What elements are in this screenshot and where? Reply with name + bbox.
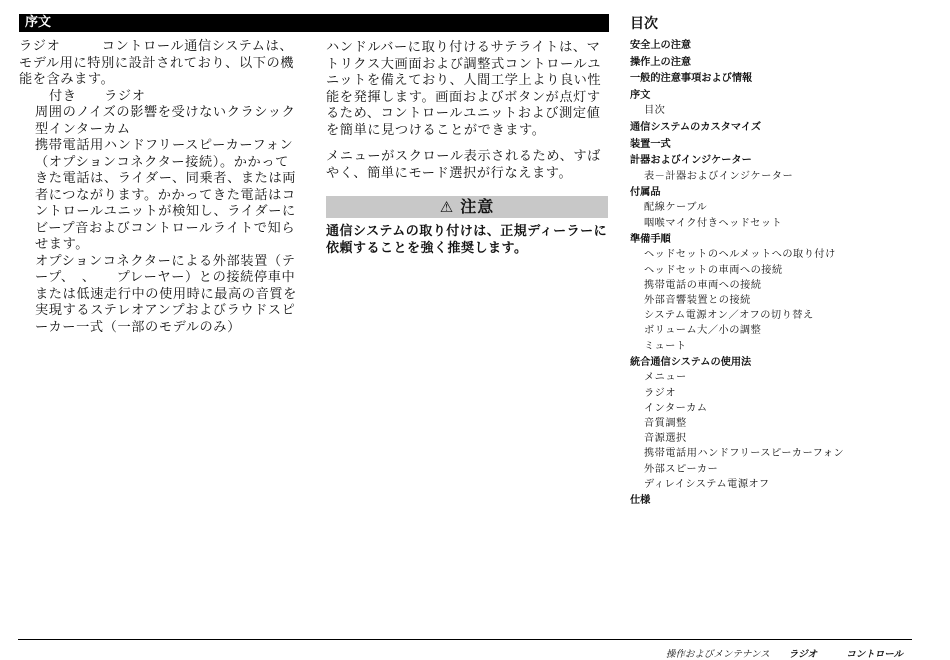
footer-product-2: コントロール — [846, 649, 903, 660]
toc-heading[interactable]: 仕様 — [630, 495, 651, 507]
toc-heading[interactable]: 統合通信システムの使用法 — [630, 357, 752, 369]
toc-title: 目次 — [630, 16, 658, 32]
toc-subentry[interactable]: ミュート — [644, 340, 687, 352]
toc-subentry[interactable]: 外部音響装置との接続 — [644, 295, 751, 306]
toc-subentry[interactable]: ラジオ — [644, 387, 677, 399]
middle-column — [326, 40, 608, 257]
footer-product-1: ラジオ — [788, 649, 818, 660]
caution-banner — [326, 196, 608, 218]
toc-heading[interactable]: 準備手順 — [630, 234, 671, 246]
table-of-contents — [630, 14, 930, 509]
toc-subentry[interactable]: 外部スピーカー — [644, 463, 719, 475]
section-title: 序文 — [19, 14, 609, 32]
caution-text: 通信システムの取り付けは、正規ディーラーに依頼することを強く推奨します。 — [326, 224, 608, 256]
toc-subentry[interactable]: インターカム — [644, 402, 708, 414]
toc-heading[interactable]: 一般的注意事項および情報 — [630, 73, 753, 85]
toc-subentry[interactable]: ヘッドセットの車両への接続 — [644, 264, 783, 276]
toc-heading[interactable]: 計器およびインジケーター — [630, 155, 752, 167]
left-column — [19, 14, 328, 336]
toc-subentry[interactable]: 携帯電話用ハンドフリースピーカーフォン — [644, 448, 845, 460]
toc-subentry[interactable]: 目次 — [644, 105, 666, 117]
feature-item: 携帯電話用ハンドフリースピーカーフォン（オプションコネクター接続）。かかってきた電話は、ライダー、同乗者、または両者につながります。かかってきた電話はコントロールユニットが検知し、ライダーにビープ音およびコントロールライトで知らせます。 — [35, 138, 297, 252]
page-footer — [666, 646, 903, 660]
toc-heading[interactable]: 付属品 — [630, 187, 661, 199]
toc-subentry[interactable]: 携帯電話の車両への接続 — [644, 279, 762, 291]
toc-heading[interactable]: 安全上の注意 — [630, 40, 692, 51]
toc-subentry[interactable]: 音源選択 — [644, 433, 687, 445]
menu-paragraph: メニューがスクロール表示されるため、すばやく、簡単にモード選択が行なえます。 — [326, 149, 601, 181]
intro-paragraph: ラジオ コントロール通信システムは、 モデル用に特別に設計されており、以下の機能を含みます。 — [19, 39, 328, 87]
toc-list — [630, 38, 930, 509]
toc-subentry[interactable]: ヘッドセットのヘルメットへの取り付け — [644, 249, 836, 261]
toc-heading[interactable]: 通信システムのカスタマイズ — [630, 121, 762, 133]
warning-triangle-icon: ⚠ — [439, 197, 455, 216]
feature-list — [19, 105, 302, 336]
toc-subentry[interactable]: 咽喉マイク付きヘッドセット — [644, 217, 783, 229]
toc-heading[interactable]: 序文 — [630, 90, 651, 102]
toc-heading[interactable]: 装置一式 — [630, 138, 671, 150]
feature-title: 付き ラジオ — [49, 88, 146, 104]
toc-subentry[interactable]: メニュー — [644, 372, 687, 384]
toc-subentry[interactable]: ディレイシステム電源オフ — [644, 478, 770, 490]
footer-rule — [18, 639, 912, 640]
toc-subentry[interactable]: 音質調整 — [644, 418, 687, 429]
toc-subentry[interactable]: 配線ケーブル — [644, 202, 708, 214]
toc-subentry[interactable]: ボリューム大／小の調整 — [644, 325, 762, 337]
toc-heading[interactable]: 操作上の注意 — [630, 56, 692, 68]
feature-item: 周囲のノイズの影響を受けないクラシック型インターカム — [35, 105, 296, 137]
footer-doc-title: 操作およびメンテナンス — [665, 649, 770, 660]
caution-label: 注意 — [460, 196, 495, 216]
feature-item: オプションコネクターによる外部装置（テープ、 、 プレーヤー）との接続停車中または低速走行中の使用時に最高の音質を実現するステレオアンプおよびラウドスピーカー一式（一部のモデルのみ） — [35, 253, 297, 335]
toc-subentry[interactable]: 表－計器およびインジケーター — [644, 170, 794, 182]
satellite-paragraph: ハンドルバーに取り付けるサテライトは、マトリクス大画面および調整式コントロールユニットを備えており、人間工学上より良い性能を発揮します。画面およびボタンが点灯するため、コントロールユニットおよび測定値を簡単に見つけることができます。 — [326, 40, 602, 138]
toc-subentry[interactable]: システム電源オン／オフの切り替え — [644, 310, 814, 322]
